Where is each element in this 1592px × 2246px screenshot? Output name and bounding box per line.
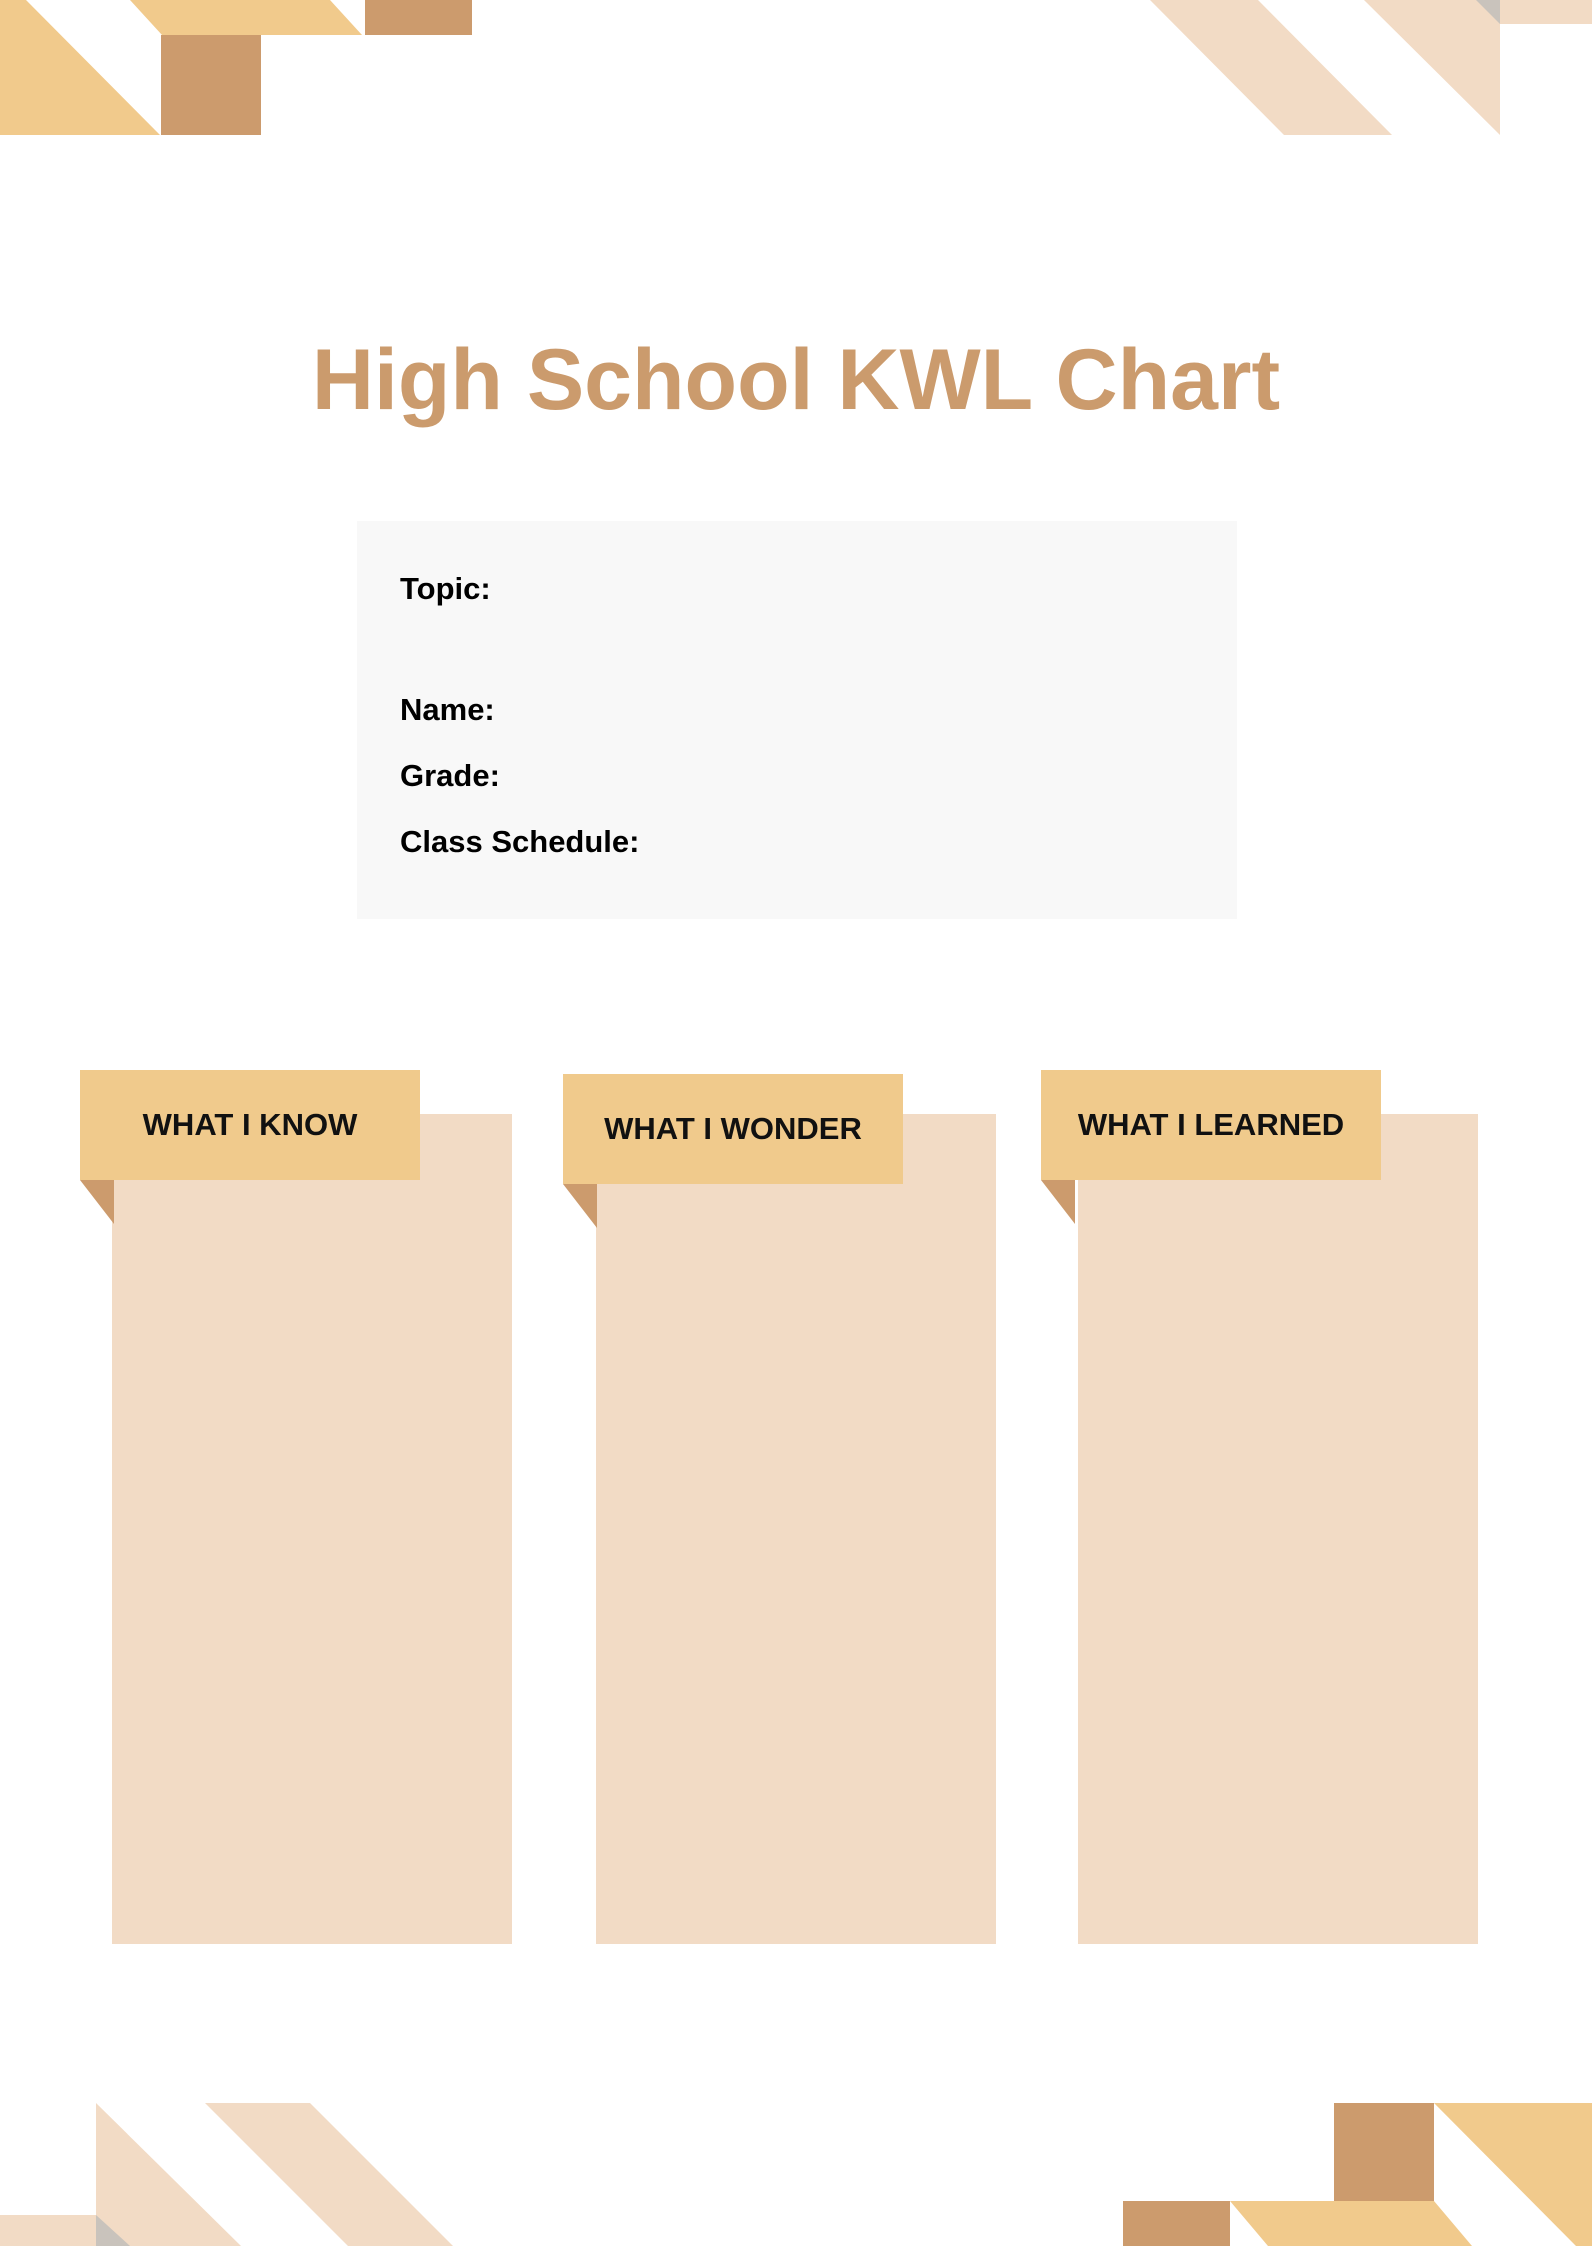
learned-column-heading: WHAT I LEARNED <box>1077 1107 1345 1142</box>
deco-shape <box>96 2215 130 2246</box>
deco-shape <box>0 2215 96 2246</box>
know-column-header <box>80 1070 420 1180</box>
wonder-tab-fold <box>563 1184 597 1228</box>
deco-shape <box>130 0 362 35</box>
wonder-column-header <box>563 1074 903 1184</box>
wonder-column-heading: WHAT I WONDER <box>604 1111 862 1146</box>
deco-shape <box>161 35 261 135</box>
student-info-box <box>357 521 1237 919</box>
deco-shape <box>1150 0 1392 135</box>
know-writing-area <box>112 1114 512 1944</box>
name-label: Name: <box>400 692 495 727</box>
class-schedule-label: Class Schedule: <box>400 824 640 859</box>
learned-tab-fold <box>1041 1180 1075 1224</box>
deco-shape <box>1364 0 1500 135</box>
deco-shape <box>205 2103 453 2246</box>
deco-shape <box>1334 2103 1434 2201</box>
deco-shape <box>1434 2103 1592 2246</box>
grade-label: Grade: <box>400 758 500 793</box>
deco-shape <box>1123 2201 1230 2246</box>
deco-shape <box>365 0 472 35</box>
know-tab-fold <box>80 1180 114 1224</box>
page-title: High School KWL Chart <box>311 332 1281 428</box>
deco-shape <box>0 0 160 135</box>
top-decorative-shapes <box>0 0 1592 140</box>
deco-shape <box>1476 0 1500 24</box>
deco-shape <box>1230 2201 1472 2246</box>
deco-shape <box>96 2103 241 2246</box>
learned-writing-area <box>1078 1114 1478 1944</box>
bottom-decorative-shapes <box>0 2096 1592 2246</box>
wonder-writing-area <box>596 1114 996 1944</box>
topic-label: Topic: <box>400 571 491 606</box>
learned-column-header <box>1041 1070 1381 1180</box>
deco-shape <box>1500 0 1592 24</box>
know-column-heading: WHAT I KNOW <box>142 1107 358 1142</box>
